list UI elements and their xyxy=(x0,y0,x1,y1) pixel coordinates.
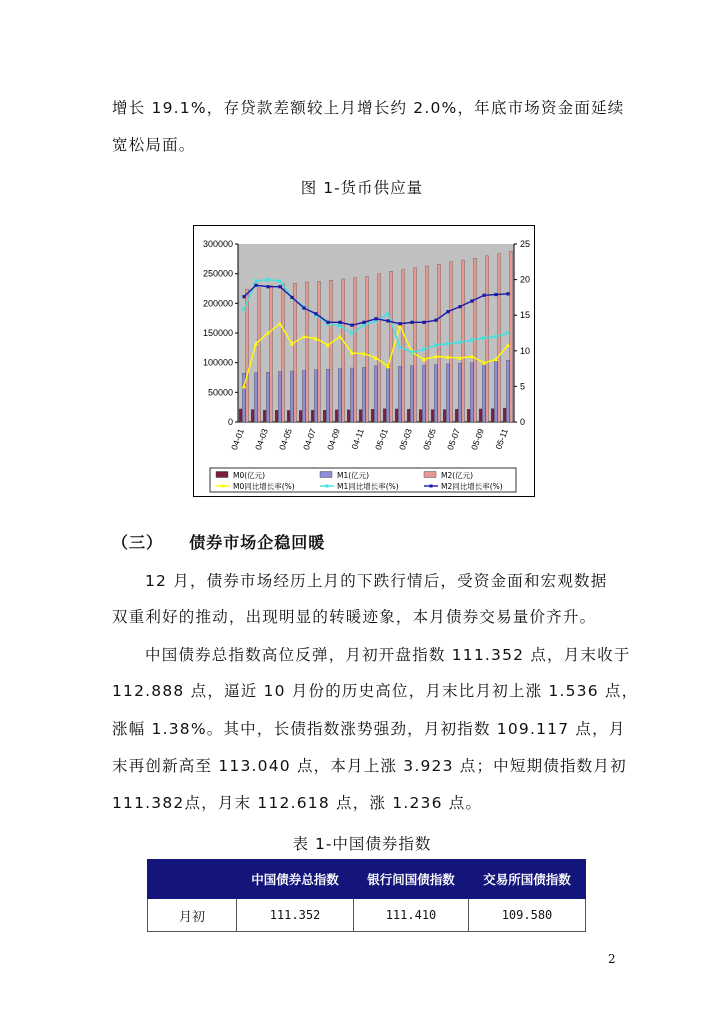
bar-M1(亿元) xyxy=(446,364,449,422)
table-header-total-index: 中国债券总指数 xyxy=(237,860,354,899)
bar-M0(亿元) xyxy=(443,410,446,422)
bar-M2(亿元) xyxy=(342,279,345,422)
bar-M2(亿元) xyxy=(294,283,297,422)
bar-M2(亿元) xyxy=(270,286,273,422)
bar-M0(亿元) xyxy=(479,409,482,422)
bar-M1(亿元) xyxy=(458,363,461,422)
bar-M2(亿元) xyxy=(282,284,285,422)
legend-label: M0(亿元) xyxy=(233,471,266,480)
bar-M1(亿元) xyxy=(470,363,473,422)
y2-tick-label: 5 xyxy=(520,381,526,392)
bar-M1(亿元) xyxy=(326,369,329,422)
x-tick-label: 04-09 xyxy=(325,427,342,452)
legend-marker xyxy=(326,485,329,488)
bar-M1(亿元) xyxy=(266,372,269,422)
bar-M0(亿元) xyxy=(287,410,290,422)
bar-M2(亿元) xyxy=(366,277,369,422)
y2-tick-label: 0 xyxy=(520,417,526,427)
y-tick-label: 150000 xyxy=(202,328,233,338)
bar-M1(亿元) xyxy=(302,370,305,422)
x-tick-label: 04-11 xyxy=(349,427,366,451)
bar-M0(亿元) xyxy=(359,410,362,422)
x-tick-label: 05-11 xyxy=(493,427,510,451)
point-M2同比增长率(%) xyxy=(386,319,389,322)
bar-M1(亿元) xyxy=(350,368,353,422)
point-M2同比增长率(%) xyxy=(254,284,257,287)
paragraph-3-line-4: 末再创新高至 113.040 点，本月上涨 3.923 点；中短期债指数月初 xyxy=(112,757,627,775)
bar-M1(亿元) xyxy=(242,373,245,422)
x-tick-label: 04-03 xyxy=(253,427,270,452)
point-M2同比增长率(%) xyxy=(302,306,305,309)
bar-M1(亿元) xyxy=(398,366,401,422)
bar-M0(亿元) xyxy=(503,408,506,422)
point-M2同比增长率(%) xyxy=(458,305,461,308)
bar-M0(亿元) xyxy=(299,410,302,422)
bar-M1(亿元) xyxy=(362,367,365,422)
y2-tick-label: 15 xyxy=(520,310,531,321)
bar-M2(亿元) xyxy=(390,271,393,422)
y-tick-label: 0 xyxy=(227,417,233,427)
point-M2同比增长率(%) xyxy=(314,312,317,315)
bar-M2(亿元) xyxy=(498,253,501,422)
paragraph-3-line-3: 涨幅 1.38%。其中，长债指数涨势强劲，月初指数 109.117 点，月 xyxy=(112,720,626,738)
bar-M2(亿元) xyxy=(414,268,417,422)
bar-M0(亿元) xyxy=(335,410,338,422)
bar-M1(亿元) xyxy=(410,366,413,422)
point-M2同比增长率(%) xyxy=(482,294,485,297)
paragraph-3-line-2: 112.888 点，逼近 10 月份的历史高位，月末比月初上涨 1.536 点， xyxy=(112,682,639,700)
bar-M0(亿元) xyxy=(347,410,350,422)
bar-M2(亿元) xyxy=(318,281,321,422)
legend-label: M2(亿元) xyxy=(441,471,474,480)
x-tick-label: 04-01 xyxy=(229,427,246,452)
bar-M0(亿元) xyxy=(431,410,434,422)
y2-tick-label: 20 xyxy=(520,274,531,285)
bar-M1(亿元) xyxy=(290,371,293,422)
legend-swatch xyxy=(424,472,436,478)
legend-label: M2同比增长率(%) xyxy=(441,482,503,491)
bar-M2(亿元) xyxy=(438,264,441,422)
bar-M0(亿元) xyxy=(395,409,398,422)
legend-label: M1(亿元) xyxy=(337,471,370,480)
paragraph-2-line-1: 12 月，债券市场经历上月的下跌行情后，受资金面和宏观数据 xyxy=(145,572,608,590)
chart-svg xyxy=(194,226,534,496)
x-tick-label: 05-01 xyxy=(373,427,390,452)
bar-M0(亿元) xyxy=(275,410,278,422)
table-header-interbank-index: 银行间国债指数 xyxy=(354,860,469,899)
y2-tick-label: 25 xyxy=(520,239,531,249)
point-M2同比增长率(%) xyxy=(446,310,449,313)
table-cell: 109.580 xyxy=(469,899,586,932)
legend-swatch xyxy=(216,472,228,478)
legend-label: M1同比增长率(%) xyxy=(337,482,399,491)
x-tick-label: 05-05 xyxy=(421,427,438,452)
paragraph-3-line-1: 中国债券总指数高位反弹，月初开盘指数 111.352 点，月末收于 xyxy=(145,646,631,664)
table-row xyxy=(148,899,586,932)
legend-marker xyxy=(222,485,225,488)
table-cell: 111.410 xyxy=(354,899,469,932)
point-M2同比增长率(%) xyxy=(374,317,377,320)
y-tick-label: 250000 xyxy=(202,268,233,279)
table-caption: 表 1-中国债券指数 xyxy=(292,835,432,853)
point-M2同比增长率(%) xyxy=(338,321,341,324)
y-tick-label: 200000 xyxy=(202,298,233,309)
section-heading: （三） 债券市场企稳回暖 xyxy=(112,533,326,552)
bar-M1(亿元) xyxy=(494,361,497,422)
point-M2同比增长率(%) xyxy=(266,285,269,288)
paragraph-1-line-2: 宽松局面。 xyxy=(112,136,196,154)
point-M2同比增长率(%) xyxy=(326,321,329,324)
bar-M1(亿元) xyxy=(314,370,317,422)
bar-M2(亿元) xyxy=(246,289,249,422)
bar-M2(亿元) xyxy=(306,282,309,422)
point-M2同比增长率(%) xyxy=(398,322,401,325)
bar-M0(亿元) xyxy=(491,409,494,422)
y-tick-label: 100000 xyxy=(202,357,233,368)
paragraph-2-line-2: 双重利好的推动，出现明显的转暖迹象，本月债券交易量价齐升。 xyxy=(112,608,597,626)
bar-M0(亿元) xyxy=(371,409,374,422)
x-tick-label: 05-03 xyxy=(397,427,414,452)
bar-M0(亿元) xyxy=(455,409,458,422)
bar-M0(亿元) xyxy=(323,410,326,422)
bar-M1(亿元) xyxy=(254,373,257,422)
bar-M2(亿元) xyxy=(510,251,513,422)
bar-M1(亿元) xyxy=(374,366,377,422)
table-cell: 111.352 xyxy=(237,899,354,932)
x-tick-label: 04-05 xyxy=(277,427,294,452)
bar-M2(亿元) xyxy=(354,278,357,422)
bar-M1(亿元) xyxy=(278,372,281,422)
point-M2同比增长率(%) xyxy=(506,292,509,295)
bar-M0(亿元) xyxy=(419,410,422,422)
bar-M0(亿元) xyxy=(251,410,254,422)
table-header-blank xyxy=(148,860,237,899)
legend-marker xyxy=(430,485,433,488)
bar-M0(亿元) xyxy=(263,410,266,422)
y-tick-label: 300000 xyxy=(202,239,233,249)
bar-M1(亿元) xyxy=(422,365,425,422)
x-tick-label: 04-07 xyxy=(301,427,318,452)
table-header-exchange-index: 交易所国债指数 xyxy=(469,860,586,899)
x-tick-label: 05-07 xyxy=(445,427,462,452)
money-supply-chart xyxy=(193,225,535,497)
table-header-row xyxy=(148,860,586,899)
point-M2同比增长率(%) xyxy=(278,285,281,288)
figure-caption: 图 1-货币供应量 xyxy=(300,179,424,197)
paragraph-1-line-1: 增长 19.1%，存贷款差额较上月增长约 2.0%，年底市场资金面延续 xyxy=(112,99,625,117)
bar-M2(亿元) xyxy=(378,274,381,422)
bar-M0(亿元) xyxy=(383,409,386,422)
bond-index-table xyxy=(147,859,586,932)
point-M2同比增长率(%) xyxy=(422,321,425,324)
point-M2同比增长率(%) xyxy=(362,321,365,324)
point-M2同比增长率(%) xyxy=(494,293,497,296)
point-M2同比增长率(%) xyxy=(470,299,473,302)
point-M2同比增长率(%) xyxy=(290,296,293,299)
bar-M2(亿元) xyxy=(486,256,489,422)
bar-M2(亿元) xyxy=(426,266,429,422)
page-number: 2 xyxy=(608,952,616,966)
bar-M2(亿元) xyxy=(330,280,333,422)
bar-M0(亿元) xyxy=(467,409,470,422)
y-tick-label: 50000 xyxy=(207,387,233,398)
bar-M1(亿元) xyxy=(506,360,509,422)
point-M2同比增长率(%) xyxy=(242,295,245,298)
x-tick-label: 05-09 xyxy=(469,427,486,452)
bar-M1(亿元) xyxy=(338,369,341,422)
paragraph-3-line-5: 111.382点，月末 112.618 点，涨 1.236 点。 xyxy=(112,794,483,812)
bar-M1(亿元) xyxy=(386,367,389,422)
bar-M0(亿元) xyxy=(239,409,242,422)
table-row-label: 月初 xyxy=(148,899,237,932)
legend-swatch xyxy=(320,472,332,478)
bar-M1(亿元) xyxy=(434,364,437,422)
bar-M2(亿元) xyxy=(258,288,261,422)
legend-label: M0同比增长率(%) xyxy=(233,482,295,491)
bar-M0(亿元) xyxy=(407,409,410,422)
y2-tick-label: 10 xyxy=(520,345,531,356)
point-M2同比增长率(%) xyxy=(410,321,413,324)
point-M2同比增长率(%) xyxy=(350,324,353,327)
point-M2同比增长率(%) xyxy=(434,319,437,322)
bar-M1(亿元) xyxy=(482,362,485,422)
bar-M0(亿元) xyxy=(311,410,314,422)
